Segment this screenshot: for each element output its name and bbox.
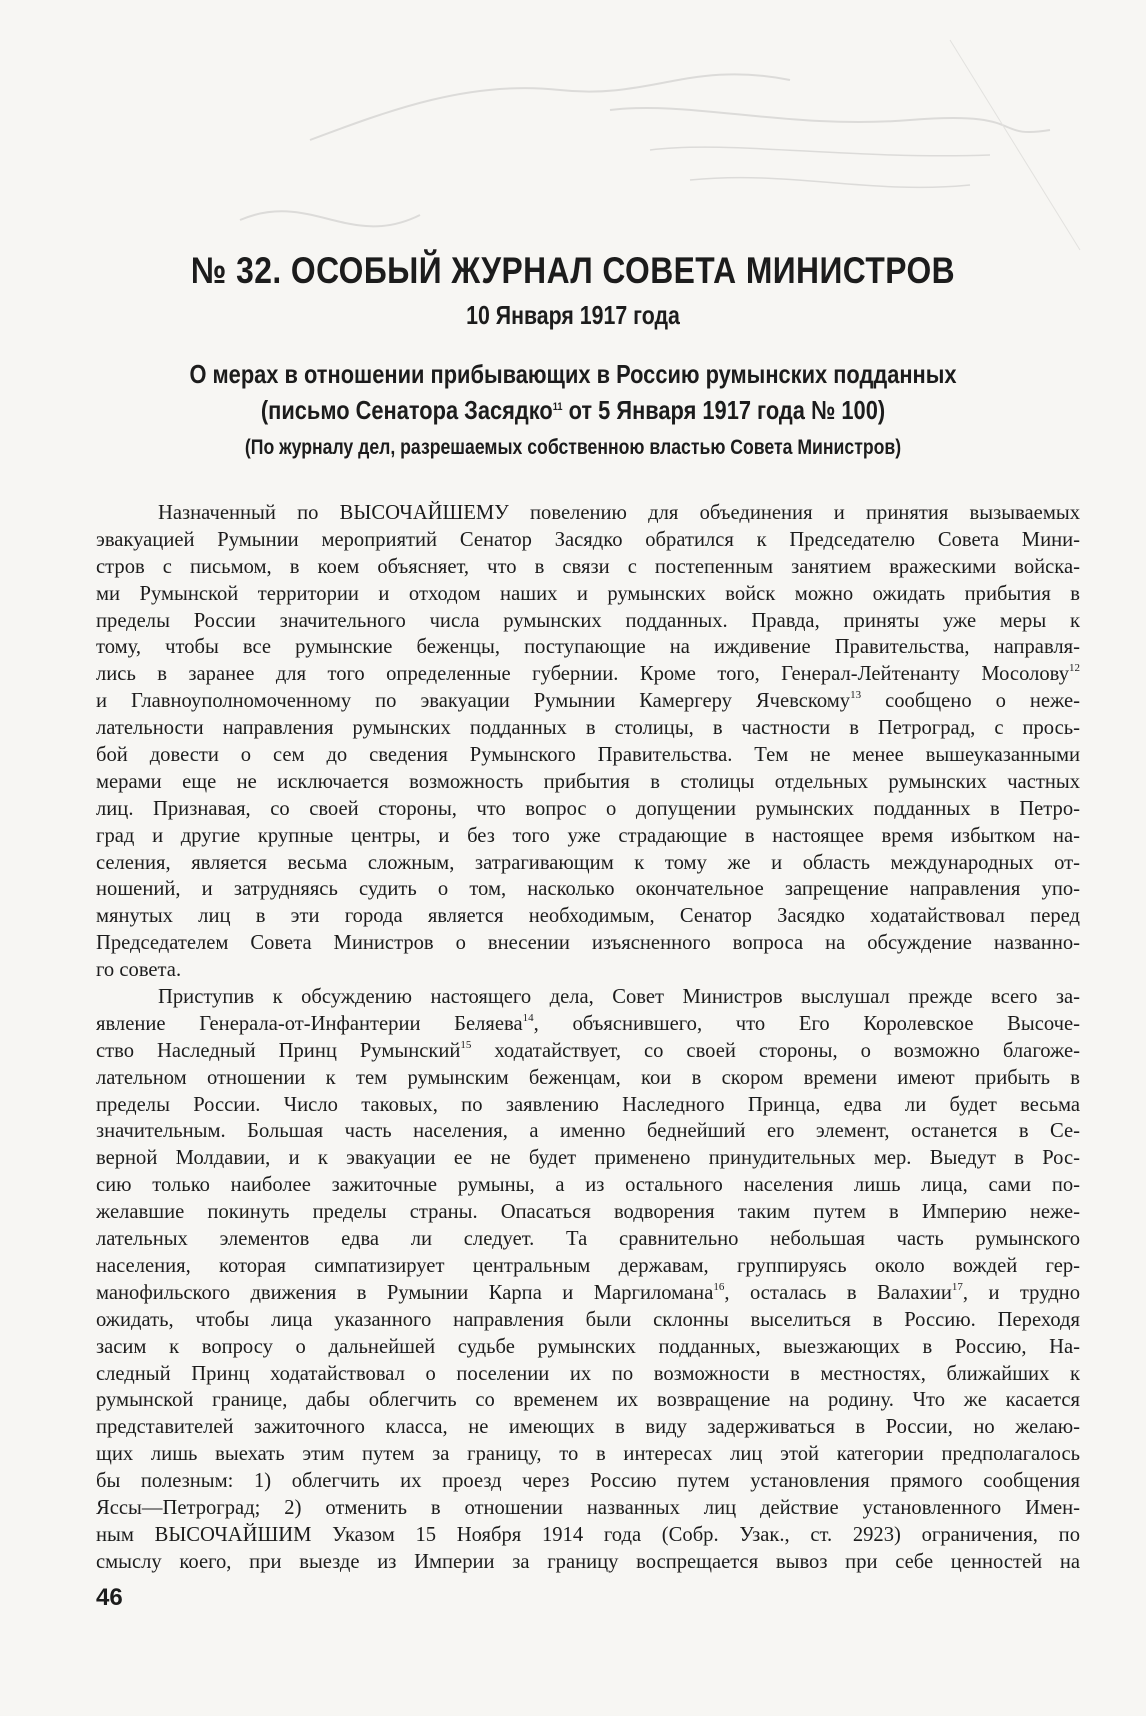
text-line: лись в заранее для того определенные губернии. Кроме того, Генерал-Лейтенанту Мосолову$^{12}$ xyxy=(96,662,1080,686)
footnote-ref-14: 14 xyxy=(522,1011,534,1024)
text-line: лательных элементов едва ли следует. Та сравнительно небольшая часть румынского xyxy=(96,1228,1080,1251)
text-line: селения, является весьма сложным, затрагивающим к тому же и область международных от- xyxy=(96,851,1080,874)
text-line: эвакуацией Румынии мероприятий Сенатор Засядко обратился к Председателю Совета Мини- xyxy=(96,528,1080,551)
text-line: представителей зажиточного класса, не имеющих в виду задерживаться в России, но желаю- xyxy=(96,1416,1080,1439)
text-line: Яссы—Петроград; 2) отменить в отношении названных лиц действие установленного Имен- xyxy=(96,1496,1080,1519)
text-line: населения, которая симпатизирует центральным державам, группируясь около вождей гер- xyxy=(96,1254,1080,1277)
text-line: тому, чтобы все румынские беженцы, поступающие на иждивение Правительства, направля- xyxy=(96,636,1080,659)
document-subtitle xyxy=(92,356,1055,428)
text-line: румынской границе, дабы облегчить со временем их возвращение на родину. Что же касается xyxy=(96,1389,1080,1412)
text-line: засим к вопросу о дальнейшей судьбе румынских подданных, выезжающих в Россию, На- xyxy=(96,1335,1080,1358)
page-number: 46 xyxy=(96,1584,123,1611)
text-line: лиц. Признавая, со своей стороны, что вопрос о допущении румынских подданных в Петро- xyxy=(96,797,1080,820)
text-line: манофильского движения в Румынии Карпа и Маргиломана$^{16}$, осталась в Валахии$^{17}$, и трудно xyxy=(96,1280,1080,1304)
subtitle-line-2: (письмо Сенатора Засядко$^{11}$ от 5 Января 1917 года № 100) xyxy=(260,395,886,425)
text-line: щих лишь выехать этим путем за границу, то в интересах лиц этой категории предполагалось xyxy=(96,1443,1080,1466)
footnote-ref-13: 13 xyxy=(850,689,862,702)
text-line: явление Генерала-от-Инфантерии Беляева$^{14}$, объяснившего, что Его Королевское Высоче- xyxy=(96,1011,1080,1035)
text-line: град и другие крупные центры, и без того уже страдающие в настоящее время избытком на- xyxy=(96,824,1080,847)
text-line: лательности направления румынских подданных в столицы, в частности в Петроград, с прось- xyxy=(96,717,1080,740)
footnote-ref-12: 12 xyxy=(1069,662,1080,675)
text-line: Приступив к обсуждению настоящего дела, Совет Министров выслушал прежде всего за- xyxy=(158,986,1080,1009)
text-line: пределы России значительного числа румынских подданных. Правда, приняты уже меры к xyxy=(96,609,1080,632)
text-line: Назначенный по ВЫСОЧАЙШЕМУ повелению для объединения и принятия вызываемых xyxy=(158,502,1080,524)
bleed-through-handwriting xyxy=(90,20,1090,260)
text-line: мянутых лиц в эти города является необходимым, Сенатор Засядко ходатайствовал перед xyxy=(96,905,1080,928)
text-line: ожидать, чтобы лица указанного направления были склонны выселиться в Россию. Переходя xyxy=(96,1308,1080,1331)
text-line: значительным. Большая часть населения, а именно беднейший его элемент, останется в Се- xyxy=(96,1120,1080,1143)
text-line: ство Наследный Принц Румынский$^{15}$ ходатайствует, со своей стороны, о возможно благоже- xyxy=(96,1038,1080,1062)
text-line: бой довести о сем до сведения Румынского Правительства. Тем не менее вышеуказанными xyxy=(96,744,1080,767)
text-line: смыслу коего, при выезде из Империи за границу воспрещается вывоз при себе ценностей на xyxy=(96,1550,1080,1573)
text-line: стров с письмом, в коем объясняет, что в связи с постепенным занятием вражескими войска- xyxy=(96,555,1080,578)
text-line: мерами еще не исключается возможность прибытия в столицы отдельных румынских частных xyxy=(96,770,1080,793)
document-note: (По журналу дел, разрешаемых собственною властью Совета Министров) xyxy=(244,436,902,459)
text-line: верной Молдавии, и к эвакуации ее не будет применено принудительных мер. Выедут в Рос- xyxy=(96,1147,1080,1170)
document-date: 10 Января 1917 года xyxy=(466,300,680,330)
footnote-ref-17: 17 xyxy=(951,1280,963,1293)
subtitle-line-1: О мерах в отношении прибывающих в Россию румынских подданных xyxy=(189,359,957,389)
text-line: ным ВЫСОЧАЙШИМ Указом 15 Ноября 1914 года (Собр. Узак., ст. 2923) ограничения, по xyxy=(96,1523,1080,1546)
text-line: пределы России. Число таковых, по заявлению Наследного Принца, едва ли будет весьма xyxy=(96,1093,1080,1116)
text-line: ношений, и затрудняясь судить о том, насколько окончательное запрещение направления упо- xyxy=(96,878,1080,901)
body-text xyxy=(96,500,1080,1576)
text-line: желавшие покинуть пределы страны. Опасаться водворения таким путем в Империю неже- xyxy=(96,1201,1080,1224)
text-line: сию только наиболее зажиточные румыны, а из остального населения лишь лица, сами по- xyxy=(96,1174,1080,1197)
text-line: го совета. xyxy=(96,959,182,982)
text-line: следный Принц ходатайствовал о поселении их по возможности в местностях, ближайших к xyxy=(96,1362,1080,1385)
text-line: лательном отношении к тем румынским беженцам, кои в скором времени имеют прибыть в xyxy=(96,1066,1080,1089)
document-title: № 32. ОСОБЫЙ ЖУРНАЛ СОВЕТА МИНИСТРОВ xyxy=(190,250,956,291)
text-line: Председателем Совета Министров о внесении изъясненного вопроса на обсуждение названно- xyxy=(96,932,1080,955)
footnote-ref-16: 16 xyxy=(713,1280,725,1293)
footnote-ref-11: 11 xyxy=(552,401,563,413)
footnote-ref-15: 15 xyxy=(460,1038,472,1051)
text-line: и Главноуполномоченному по эвакуации Румынии Камергеру Ячевскому$^{13}$ сообщено о неже- xyxy=(96,689,1081,713)
text-line: бы полезным: 1) облегчить их проезд через Россию путем установления прямого сообщения xyxy=(96,1470,1080,1493)
text-line: ми Румынской территории и отходом наших и румынских войск можно ожидать прибытия в xyxy=(96,582,1080,605)
